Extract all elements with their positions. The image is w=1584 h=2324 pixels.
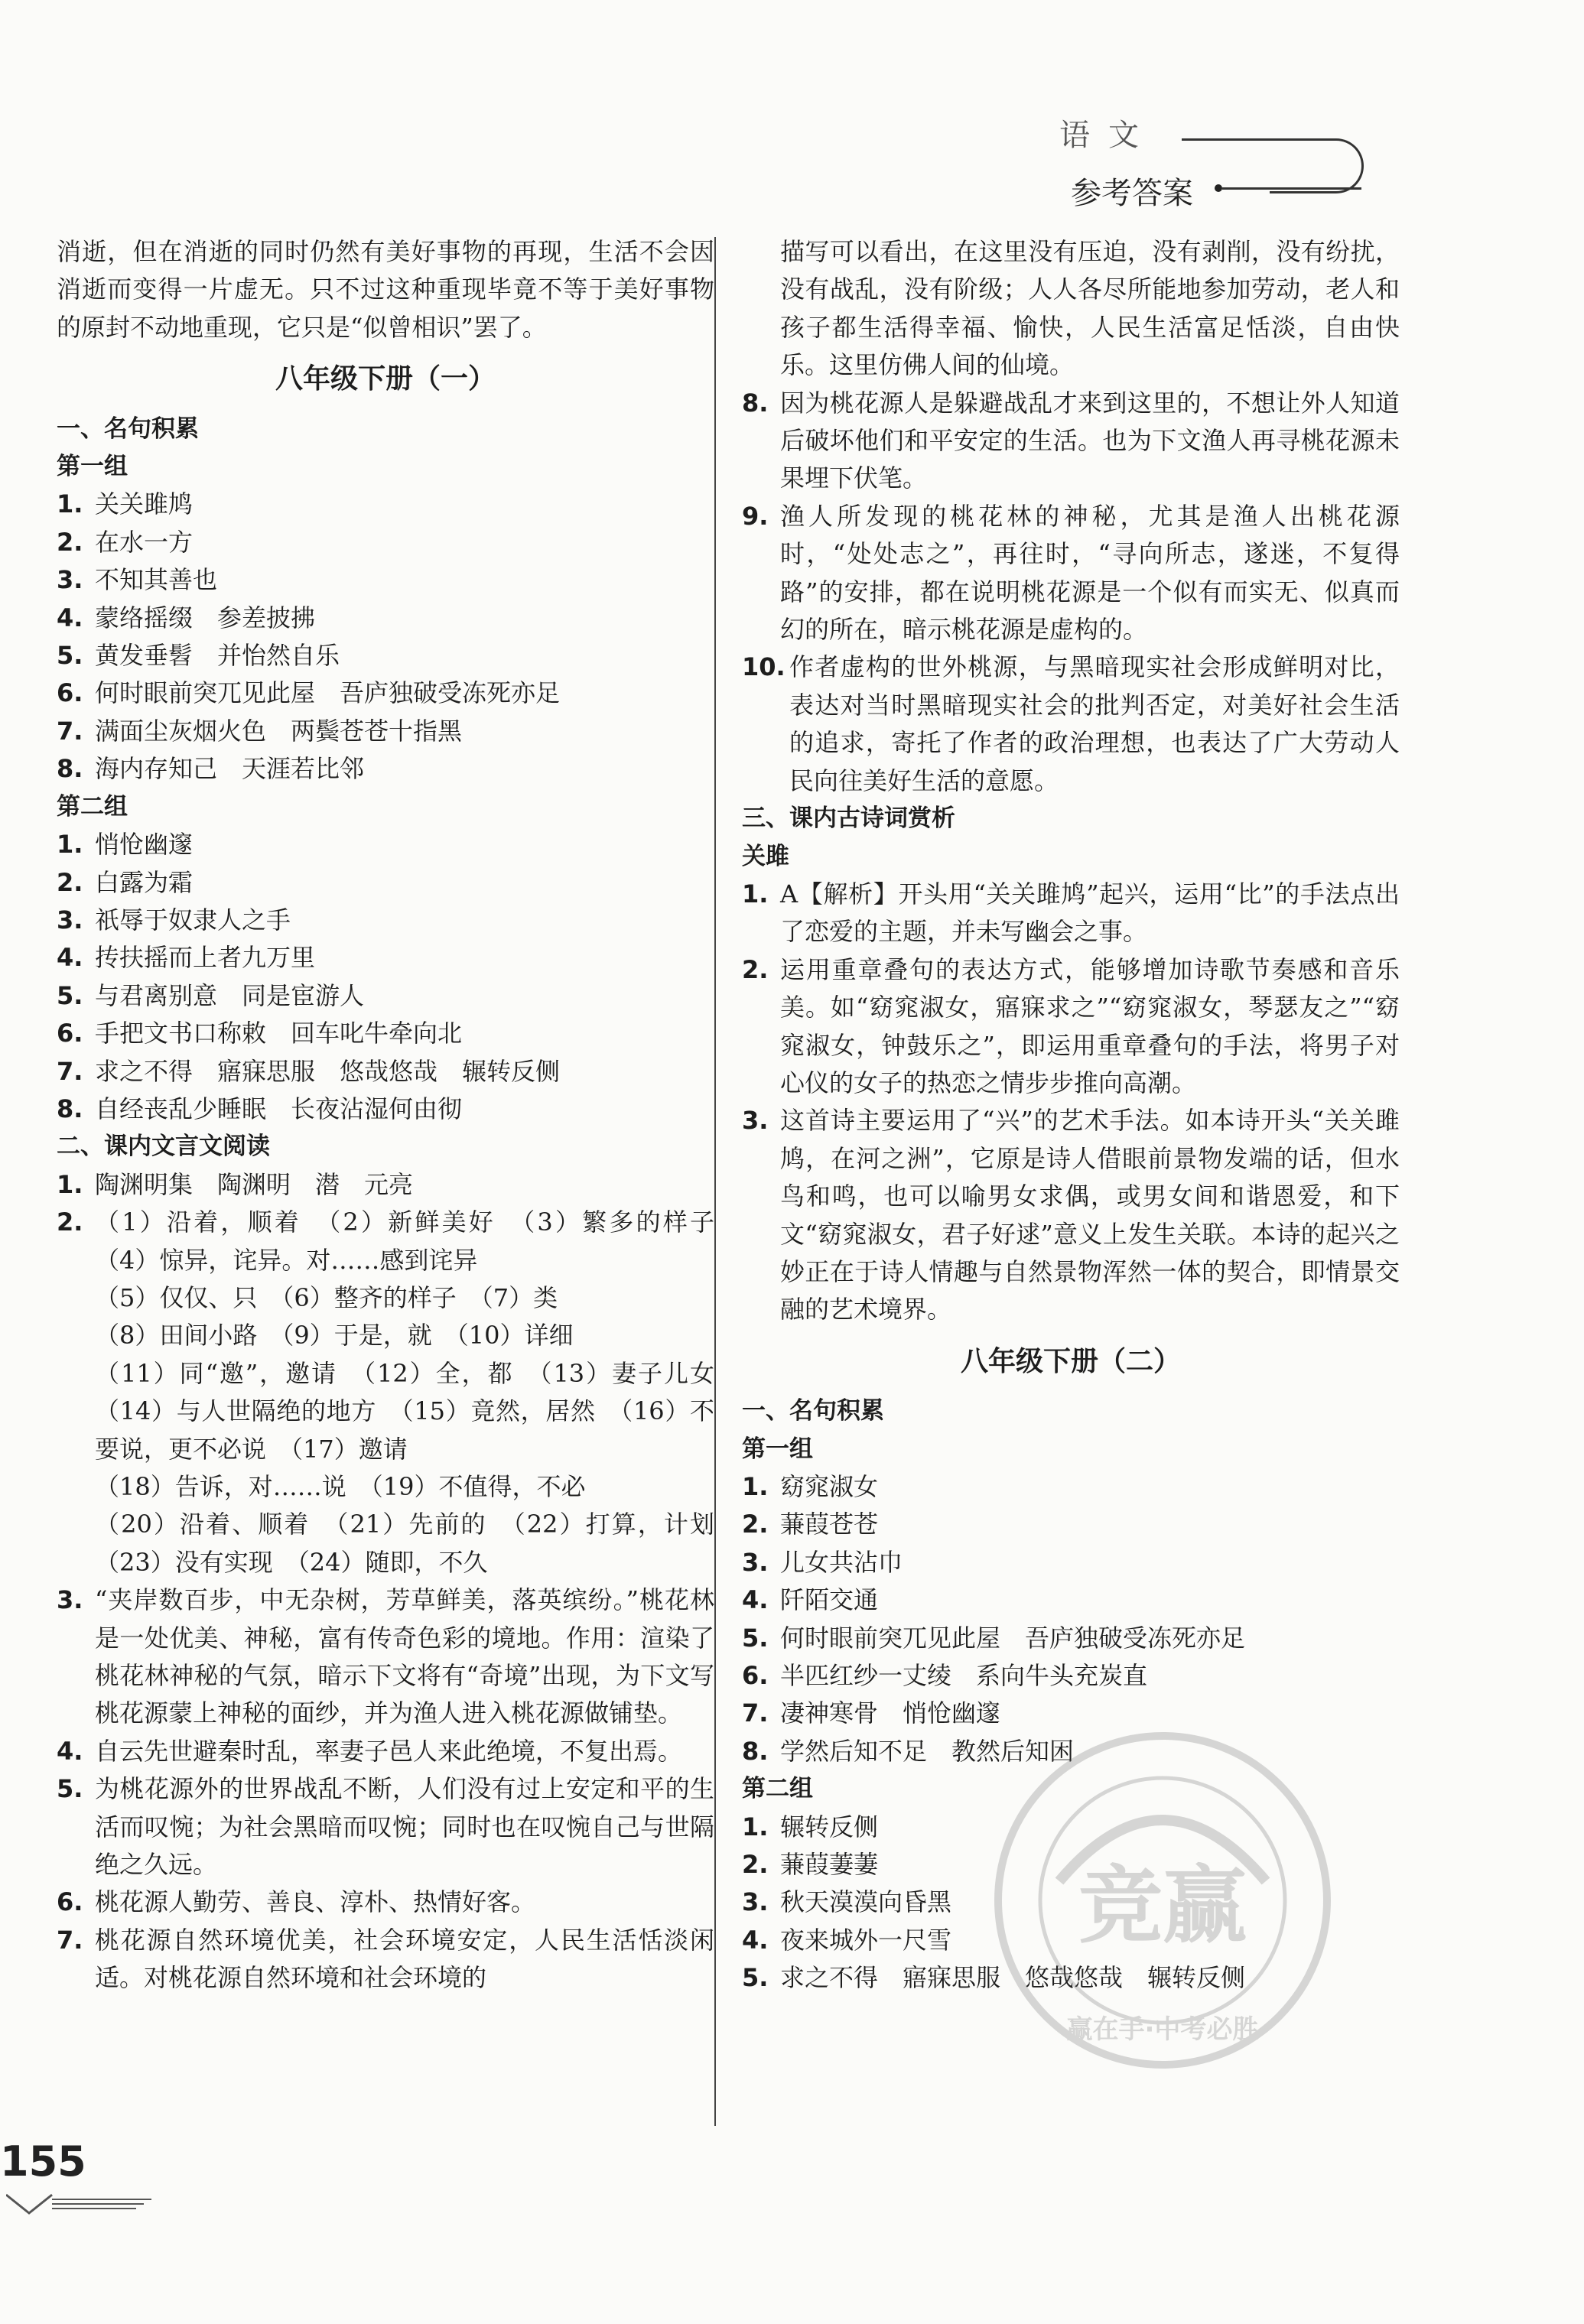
- list-item: 3. 祇辱于奴隶人之手: [57, 905, 291, 934]
- answer-item: 1. A【解析】开头用“关关雎鸠”起兴，运用“比”的手法点出了恋爱的主题，并未写幽会之事。: [742, 879, 1400, 947]
- header-rule-2: [1222, 187, 1361, 190]
- list-item: 4. 抟扶摇而上者九万里: [57, 943, 316, 973]
- answer-item: 1. 陶渊明集 陶渊明 潜 元亮: [57, 1169, 414, 1199]
- watermark-main-text: 竞赢: [1078, 1857, 1247, 1955]
- list-item: 4. 夜来城外一尺雪: [742, 1925, 952, 1955]
- list-item: 3. 儿女共沾巾: [742, 1547, 903, 1577]
- list-item: 8. 学然后知不足 教然后知困: [742, 1736, 1075, 1766]
- list-item: 5. 求之不得 寤寐思服 悠哉悠哉 辗转反侧: [742, 1963, 1246, 1993]
- group-2-title: 第二组: [57, 792, 128, 821]
- answer-subline: （5）仅仅、只 （6）整齐的样子 （7）类: [95, 1282, 558, 1312]
- watermark-ring-text: 赢在手·中考必胜: [1066, 2014, 1259, 2045]
- heading-classical-reading: 二、课内文言文阅读: [57, 1133, 270, 1161]
- answer-subline: （8）田间小路 （9）于是，就 （10）详细: [95, 1321, 574, 1351]
- answer-key-label: 参考答案: [1071, 176, 1193, 211]
- list-item: 2. 在水一方: [57, 527, 194, 557]
- section-title: 八年级下册（一）: [275, 362, 496, 395]
- list-item: 7. 求之不得 寤寐思服 悠哉悠哉 辗转反侧: [57, 1056, 561, 1086]
- poem-title: 关雎: [742, 842, 789, 870]
- list-item: 8. 海内存知己 天涯若比邻: [57, 754, 365, 784]
- section-title-2: 八年级下册（二）: [960, 1344, 1181, 1377]
- list-item: 4. 蒙络摇缀 参差披拂: [57, 603, 316, 632]
- header-curve: [1270, 138, 1364, 193]
- answer-subline: （20）沿着、顺着 （21）先前的 （22）打算，计划 （23）没有实现 （24）随即，不久: [95, 1510, 740, 1577]
- list-item: 7. 满面尘灰烟火色 两鬓苍苍十指黑: [57, 716, 463, 746]
- list-item: 2. 蒹葭苍苍: [742, 1510, 879, 1539]
- list-item: 3. 秋天漠漠向昏黑: [742, 1887, 952, 1917]
- group-2-title-2: 第二组: [742, 1775, 813, 1803]
- list-item: 8. 自经丧乱少睡眠 长夜沾湿何由彻: [57, 1094, 463, 1123]
- list-item: 4. 阡陌交通: [742, 1585, 879, 1615]
- subject-label: 语文: [1059, 118, 1157, 153]
- answer-subline: （18）告诉，对……说 （19）不值得，不必: [95, 1472, 586, 1501]
- list-item: 6. 半匹红纱一丈绫 系向牛头充炭直: [742, 1661, 1148, 1691]
- heading-famous-lines: 一、名句积累: [57, 414, 199, 443]
- list-item: 3. 不知其善也: [57, 565, 218, 595]
- answer-item: 2. （1）沿着，顺着 （2）新鲜美好 （3）繁多的样子 （4）惊异，诧异。对……感到诧异: [57, 1208, 740, 1275]
- page-number: 155: [0, 2137, 86, 2186]
- column-divider: [714, 237, 716, 2126]
- answer-item: 7. 桃花源自然环境优美，社会环境安定，人民生活恬淡闲适。对桃花源自然环境和社会环境的: [57, 1925, 714, 1993]
- answer-item: 3. “夹岸数百步，中无杂树，芳草鲜美，落英缤纷。”桃花林是一处优美、神秘，富有传奇色彩的境地。作用：渲染了桃花林神秘的气氛，暗示下文将有“奇境”出现，为下文写桃花源蒙上神秘的面纱，并为渔人进入桃花源做铺垫。: [57, 1585, 714, 1728]
- answer-item: 8. 因为桃花源人是躲避战乱才来到这里的，不想让外人知道后破坏他们和平安定的生活。也为下文渔人再寻桃花源未果埋下伏笔。: [742, 388, 1400, 493]
- watermark-stamp-icon: [990, 1728, 1335, 2072]
- heading-famous-lines-2: 一、名句积累: [742, 1397, 884, 1425]
- heading-poetry-appreciation: 三、课内古诗词赏析: [742, 804, 955, 833]
- list-item: 2. 白露为霜: [57, 867, 194, 897]
- group-1-title: 第一组: [57, 453, 128, 481]
- list-item: 1. 窈窕淑女: [742, 1472, 879, 1501]
- list-item: 6. 何时眼前突兀见此屋 吾庐独破受冻死亦足: [57, 678, 561, 708]
- answer-item: 3. 这首诗主要运用了“兴”的艺术手法。如本诗开头“关关雎鸠，在河之洲”，它原是诗人借眼前景物发端的话，但水鸟和鸣，也可以喻男女求偶，或男女间和谐恩爱，和下文“窈窕淑女，君子好逑”意义上发生关联。本诗的起兴之妙正在于诗人情趣与自然景物浑然一体的契合，即情景交融的艺术境界。: [742, 1106, 1400, 1325]
- answer-subline: （11）同“邀”，邀请 （12）全，都 （13）妻子儿女 （14）与人世隔绝的地方 （15）竟然，居然 （16）不要说，更不必说 （17）邀请: [95, 1358, 740, 1464]
- list-item: 5. 与君离别意 同是宦游人: [57, 980, 365, 1010]
- answer-item: 10. 作者虚构的世外桃源，与黑暗现实社会形成鲜明对比，表达对当时黑暗现实社会的批判否定，对美好社会生活的追求，寄托了作者的政治理想，也表达了广大劳动人民向往美好生活的意愿。: [742, 652, 1400, 795]
- list-item: 5. 黄发垂髫 并怡然自乐: [57, 641, 340, 671]
- answer-item: 6. 桃花源人勤劳、善良、淳朴、热情好客。: [57, 1887, 536, 1917]
- answer-item: 5. 为桃花源外的世界战乱不断，人们没有过上安定和平的生活而叹惋；为社会黑暗而叹惋；同时也在叹惋自己与世隔绝之久远。: [57, 1774, 714, 1880]
- list-item: 5. 何时眼前突兀见此屋 吾庐独破受冻死亦足: [742, 1623, 1246, 1653]
- list-item: 1. 关关雎鸠: [57, 489, 194, 519]
- answer-item: 2. 运用重章叠句的表达方式，能够增加诗歌节奏感和音乐美。如“窈窕淑女，寤寐求之”“窈窕淑女，琴瑟友之”“窈窕淑女，钟鼓乐之”，即运用重章叠句的手法，将男子对心仪的女子的热恋之情步步推向高潮。: [742, 954, 1400, 1097]
- list-item: 1. 辗转反侧: [742, 1812, 879, 1841]
- list-item: 2. 蒹葭萋萋: [742, 1850, 879, 1880]
- answer-item: 9. 渔人所发现的桃花林的神秘，尤其是渔人出桃花源时，“处处志之”，再往时，“寻向所志，遂迷，不复得路”的安排，都在说明桃花源是一个似有而实无、似真而幻的所在，暗示桃花源是虚构的。: [742, 501, 1400, 645]
- page-header: [1048, 111, 1384, 211]
- list-item: 7. 凄神寒骨 悄怆幽邃: [742, 1698, 1001, 1728]
- list-item: 1. 悄怆幽邃: [57, 830, 194, 860]
- page-number-chevron-icon: [6, 2193, 151, 2216]
- left-column: [57, 233, 740, 1997]
- answer-continuation: 描写可以看出，在这里没有压迫，没有剥削，没有纷扰，没有战乱，没有阶级；人人各尽所能地参加劳动，老人和孩子都生活得幸福、愉快，人民生活富足恬淡，自由快乐。这里仿佛人间的仙境。: [780, 237, 1400, 380]
- group-1-title-2: 第一组: [742, 1435, 813, 1463]
- list-item: 6. 手把文书口称敕 回车叱牛牵向北: [57, 1019, 463, 1048]
- header-dot: [1215, 184, 1222, 192]
- answer-item: 4. 自云先世避秦时乱，率妻子邑人来此绝境，不复出焉。: [57, 1736, 683, 1766]
- intro-paragraph: 消逝，但在消逝的同时仍然有美好事物的再现，生活不会因消逝而变得一片虚无。只不过这种重现毕竟不等于美好事物的原封不动地重现，它只是“似曾相识”罢了。: [57, 237, 714, 342]
